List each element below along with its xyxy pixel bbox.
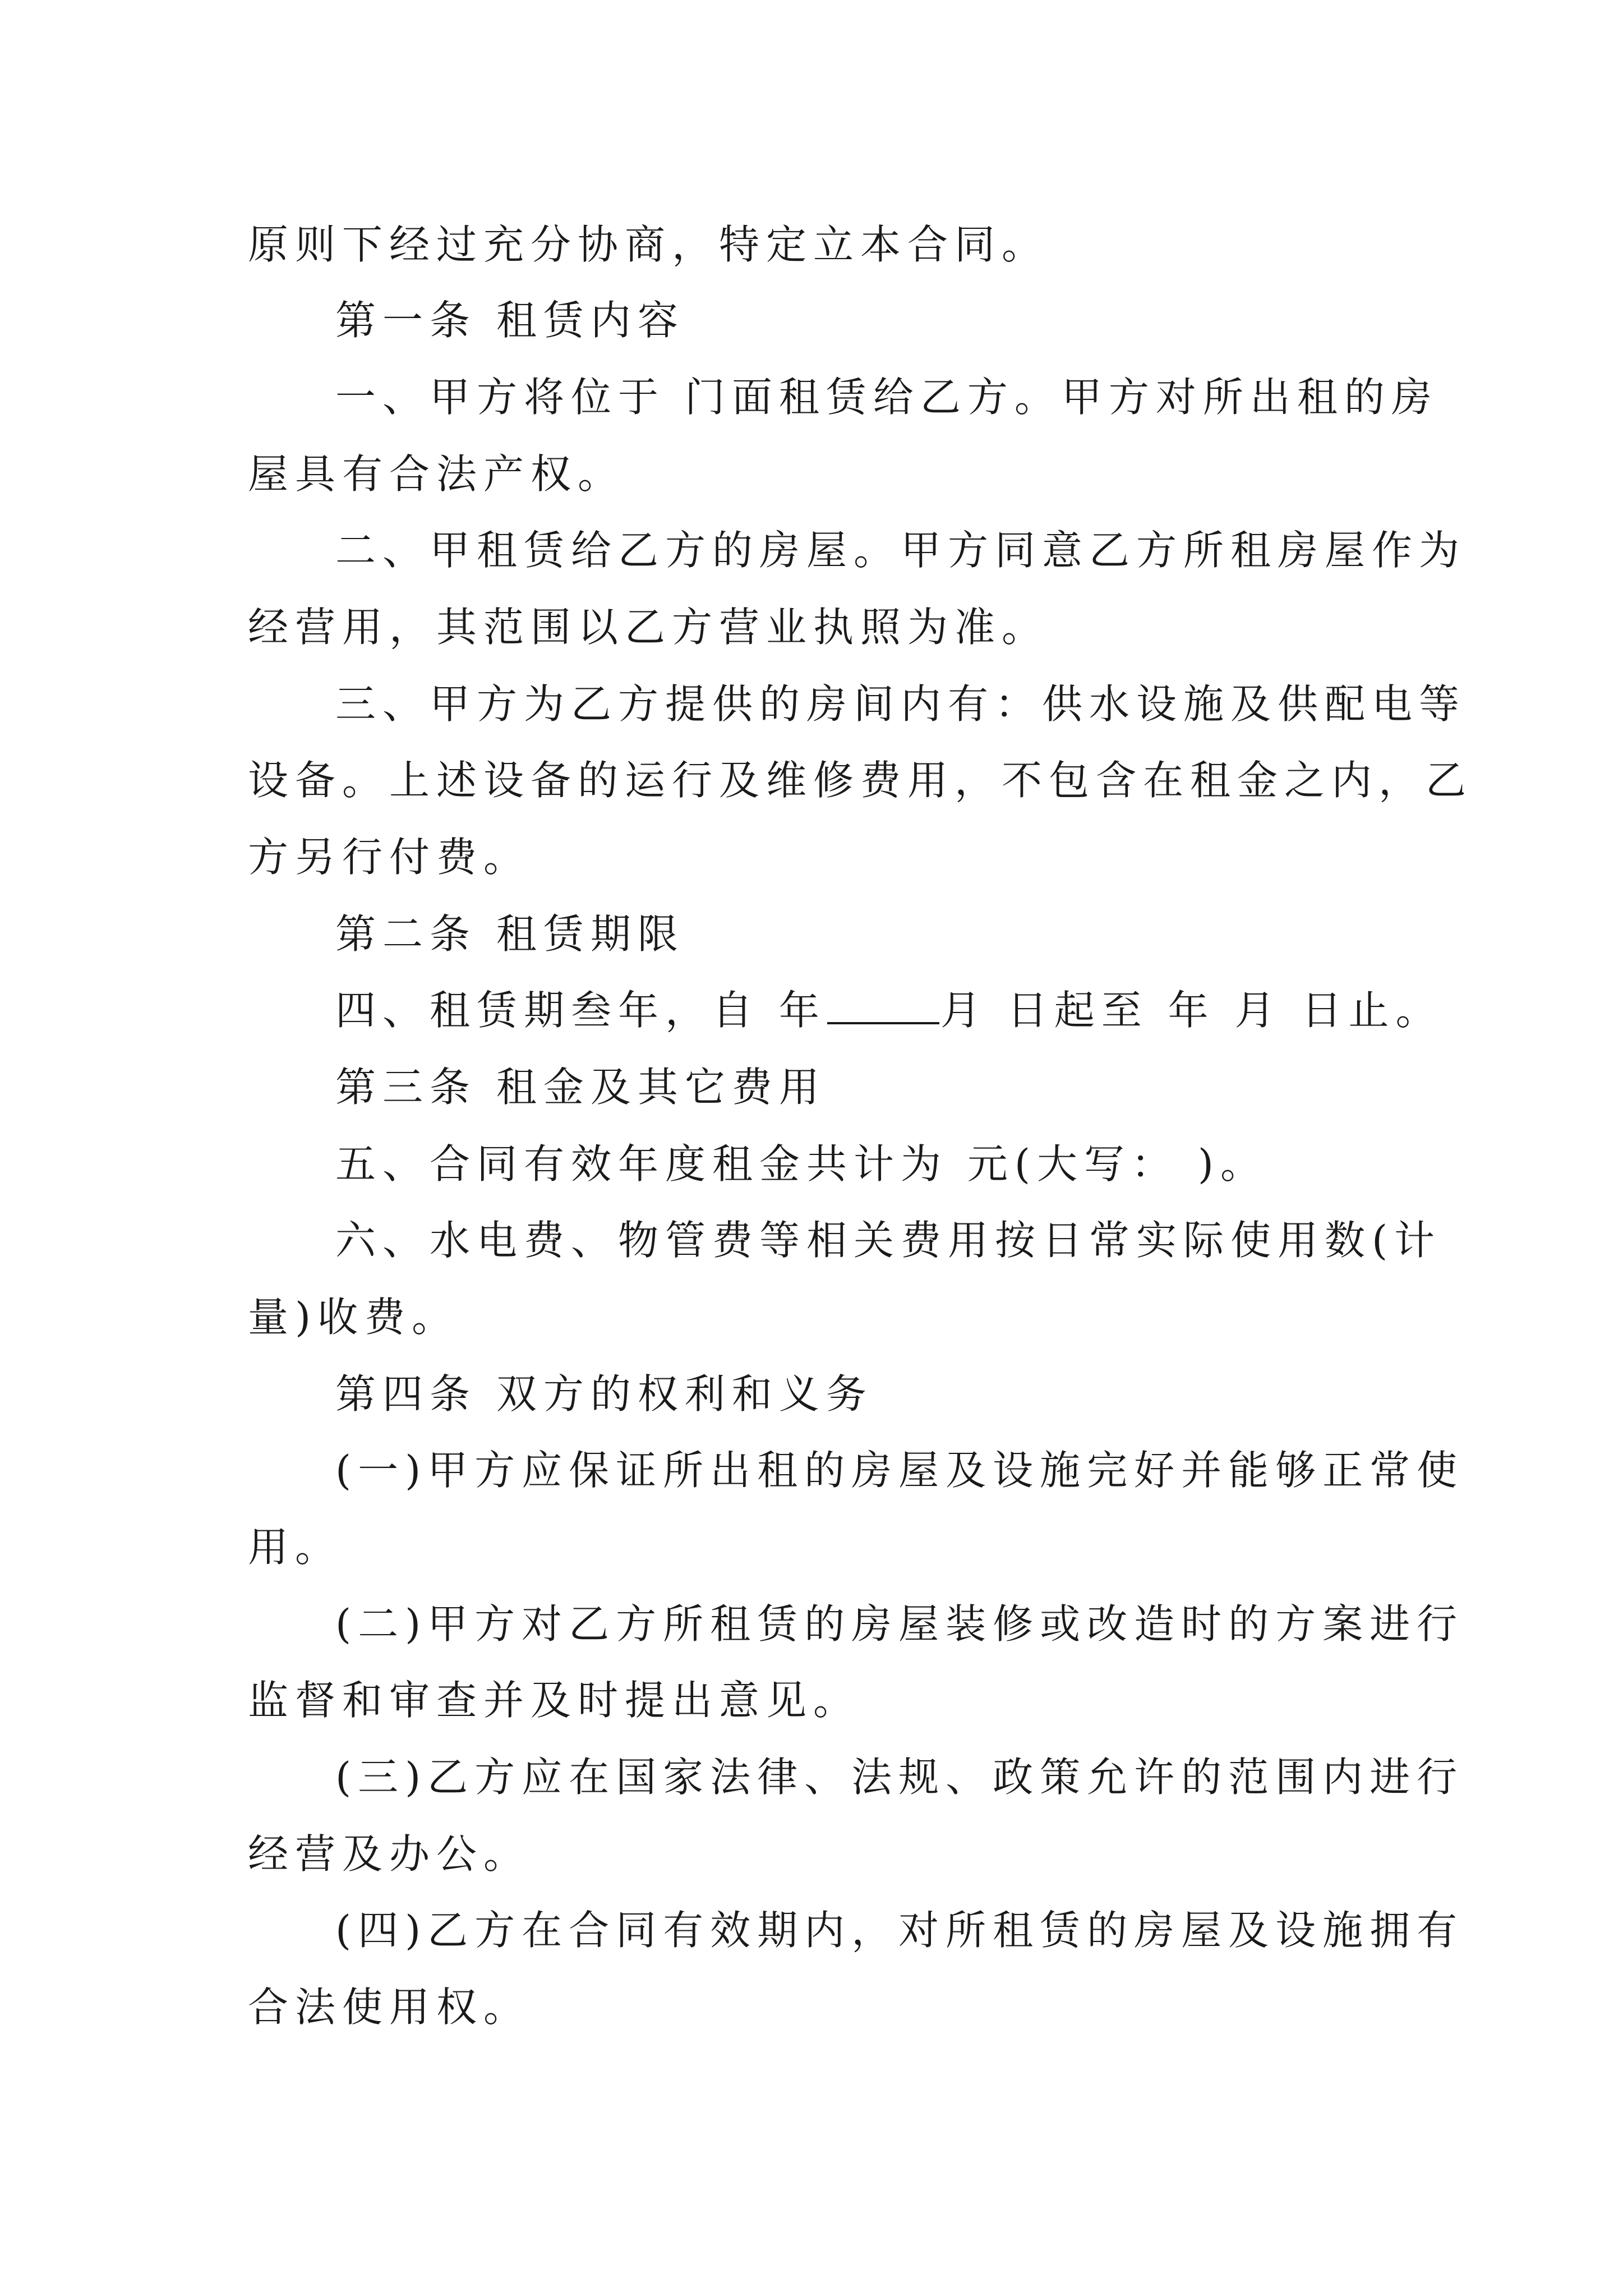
text-line: (三)乙方应在国家法律、法规、政策允许的范围内进行 (335, 1754, 1464, 1801)
text-line: 合法使用权。 (248, 1984, 531, 2031)
fill-in-blank (827, 985, 939, 1024)
article-heading: 第二条 租赁期限 (335, 910, 685, 958)
text-line: 一、甲方将位于 门面租赁给乙方。甲方对所出租的房 (335, 374, 1438, 421)
text-line: 方另行付费。 (248, 834, 531, 881)
lease-term-text-end: 月 日起至 年 月 日止。 (940, 987, 1443, 1034)
article-heading: 第一条 租赁内容 (335, 297, 685, 344)
text-line: 五、合同有效年度租金共计为 元(大写： )。 (335, 1140, 1267, 1188)
text-line: (二)甲方对乙方所租赁的房屋装修或改造时的方案进行 (335, 1600, 1464, 1648)
text-line: 经营及办公。 (248, 1830, 531, 1878)
text-line: 二、甲租赁给乙方的房屋。甲方同意乙方所租房屋作为 (335, 527, 1467, 574)
text-line: 用。 (248, 1524, 343, 1571)
lease-term-line (335, 983, 1442, 1037)
article-heading: 第三条 租金及其它费用 (335, 1064, 826, 1111)
text-line: 六、水电费、物管费等相关费用按日常实际使用数(计 (335, 1217, 1442, 1264)
text-line: 屋具有合法产权。 (248, 450, 625, 498)
lease-term-text-start: 四、租赁期叁年，自 年 (335, 987, 826, 1034)
text-line: 量)收费。 (248, 1294, 459, 1341)
text-line: 经营用，其范围以乙方营业执照为准。 (248, 604, 1049, 651)
text-line: (四)乙方在合同有效期内，对所租赁的房屋及设施拥有 (335, 1907, 1464, 1954)
text-line: 监督和审查并及时提出意见。 (248, 1677, 861, 1724)
text-line: 三、甲方为乙方提供的房间内有：供水设施及供配电等 (335, 680, 1467, 728)
article-heading: 第四条 双方的权利和义务 (335, 1370, 873, 1418)
text-line: (一)甲方应保证所出租的房屋及设施完好并能够正常使 (335, 1447, 1464, 1494)
text-line: 原则下经过充分协商，特定立本合同。 (248, 221, 1049, 268)
text-line: 设备。上述设备的运行及维修费用，不包含在租金之内，乙 (248, 757, 1473, 804)
